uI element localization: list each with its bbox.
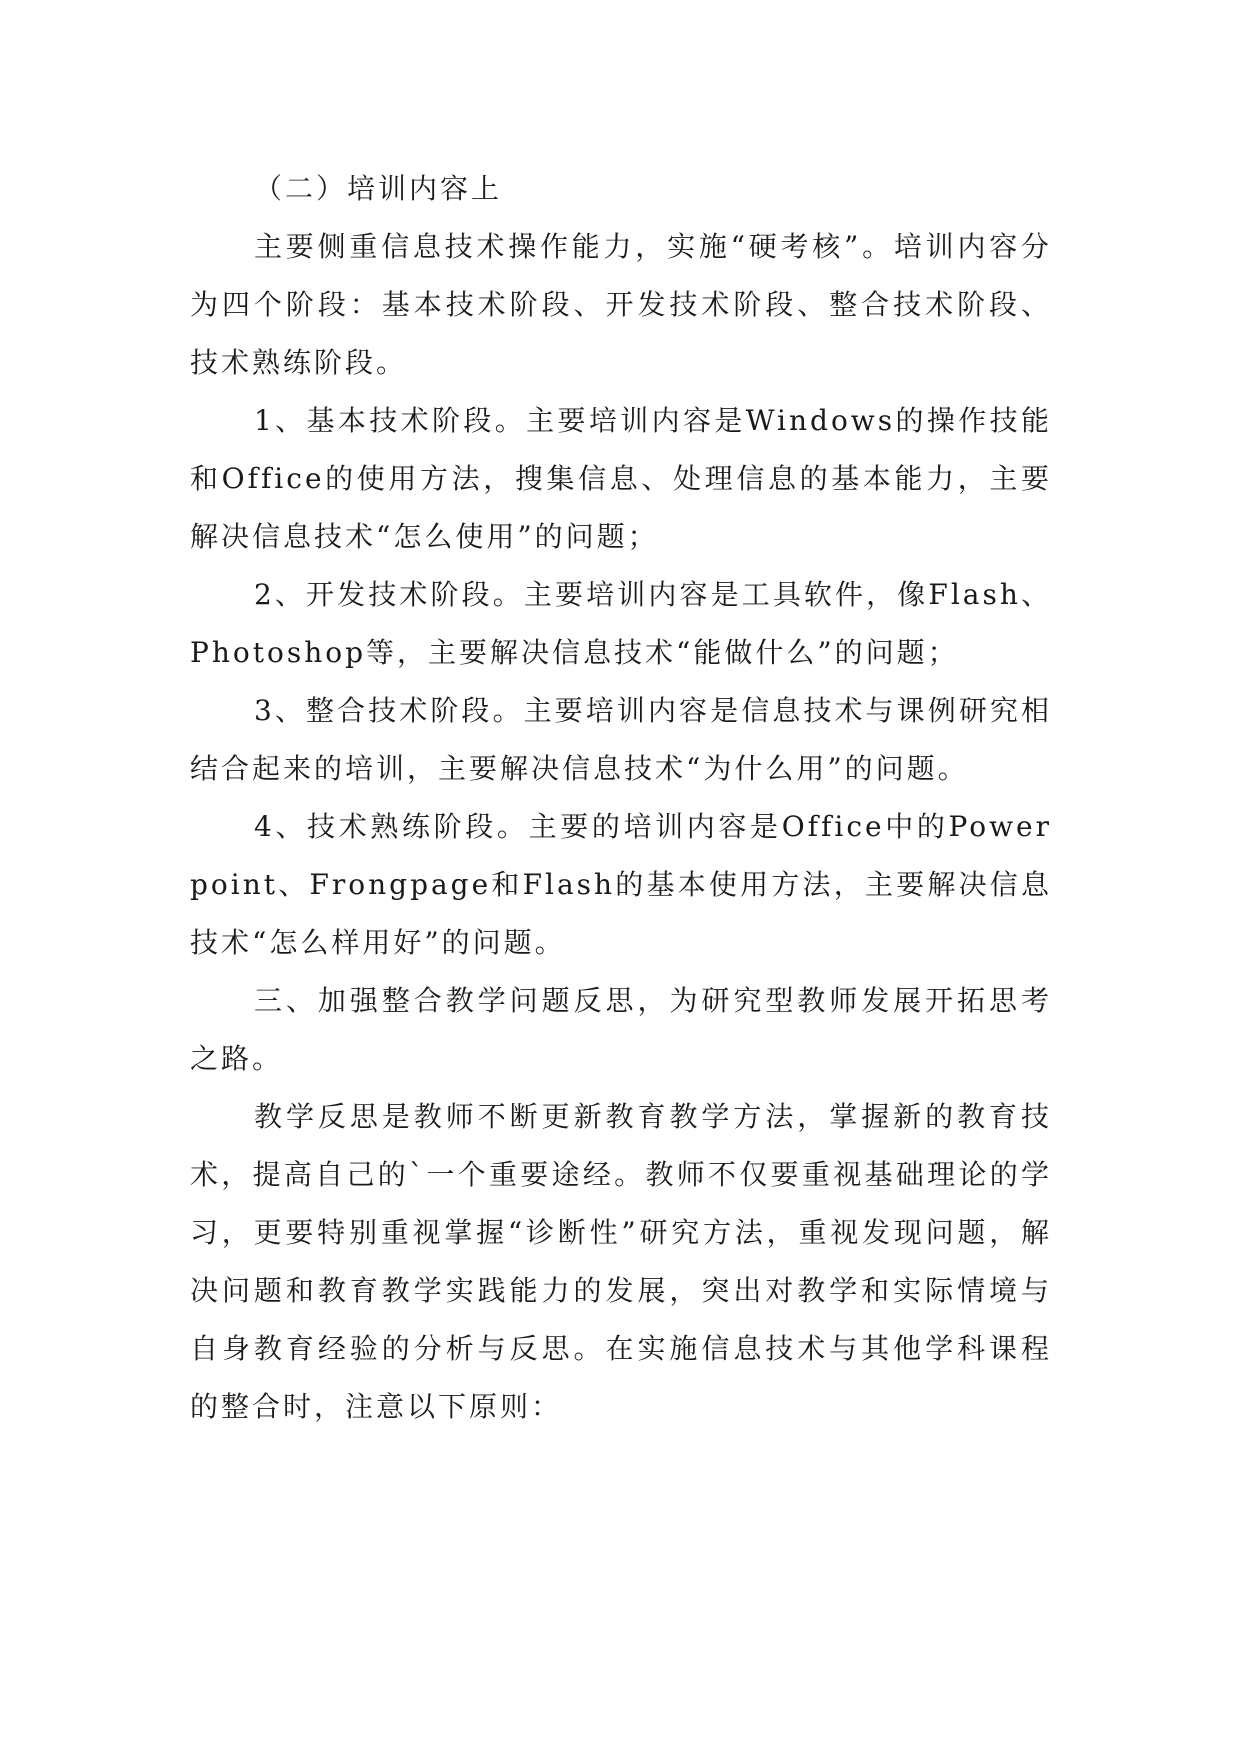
paragraph-training-overview: 主要侧重信息技术操作能力，实施“硬考核”。培训内容分为四个阶段：基本技术阶段、开发技术阶段、整合技术阶段、技术熟练阶段。 [190,230,1052,379]
paragraph-stage-4: 4、技术熟练阶段。主要的培训内容是Office中的Powerpoint、Frongpage和Flash的基本使用方法，主要解决信息技术“怎么样用好”的问题。 [190,810,1052,959]
paragraph-stage-3: 3、整合技术阶段。主要培训内容是信息技术与课例研究相结合起来的培训，主要解决信息技术“为什么用”的问题。 [190,694,1052,785]
section-heading-three: 三、加强整合教学问题反思，为研究型教师发展开拓思考之路。 [190,984,1052,1075]
section-heading: （二）培训内容上 [254,172,503,205]
paragraph-stage-2: 2、开发技术阶段。主要培训内容是工具软件，像Flash、Photoshop等，主要解决信息技术“能做什么”的问题； [190,578,1052,669]
paragraph-stage-1: 1、基本技术阶段。主要培训内容是Windows的操作技能和Office的使用方法，搜集信息、处理信息的基本能力，主要解决信息技术“怎么使用”的问题； [190,404,1052,553]
document-body [190,160,1052,1436]
paragraph-reflection: 教学反思是教师不断更新教育教学方法，掌握新的教育技术，提高自己的`一个重要途经。教师不仅要重视基础理论的学习，更要特别重视掌握“诊断性”研究方法，重视发现问题，解决问题和教育教学实践能力的发展，突出对教学和实际情境与自身教育经验的分析与反思。在实施信息技术与其他学科课程的整合时，注意以下原则： [190,1100,1052,1423]
